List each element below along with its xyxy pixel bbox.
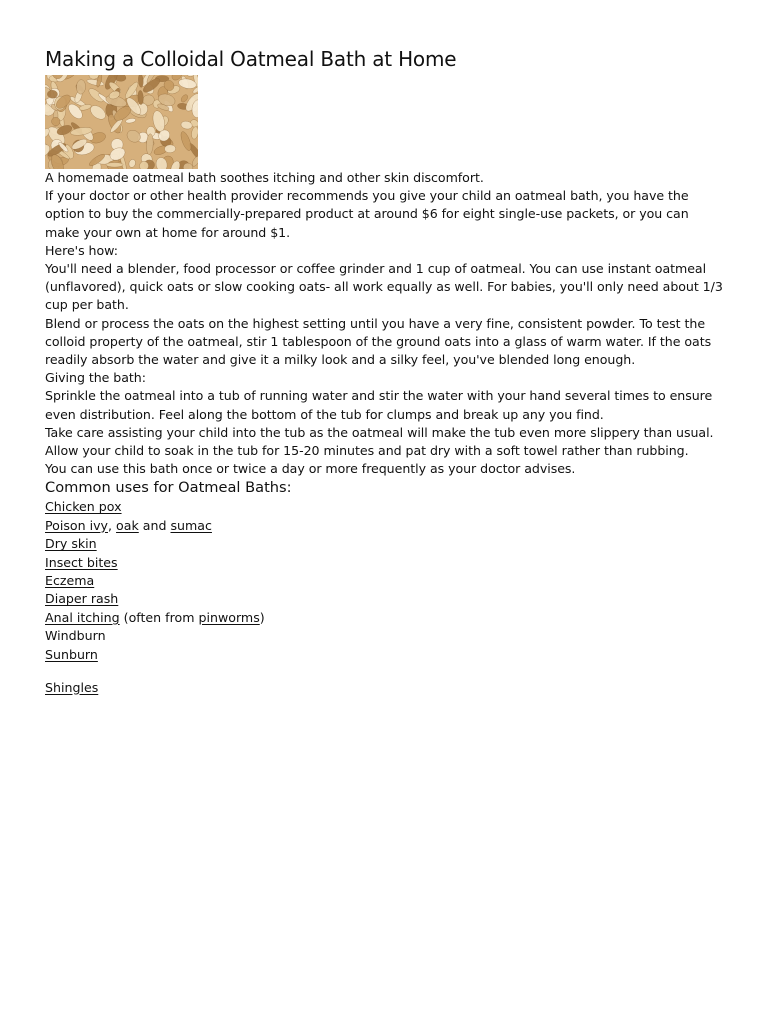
close-paren: ) [259, 609, 265, 625]
list-item-eczema [45, 572, 725, 590]
paragraph-sprinkle: Sprinkle the oatmeal into a tub of running water and stir the water with your hand several times to ensure even distribution. Feel along the bottom of the tub for clumps and break up any you find. [45, 388, 713, 422]
paragraph-care: Take care assisting your child into the tub as the oatmeal will make the tub even more slippery than usual. [45, 424, 714, 440]
link-sunburn[interactable]: Sunburn [45, 646, 98, 662]
heading-heres-how: Here's how: [45, 242, 118, 258]
list-item-diaper-rash [45, 590, 725, 608]
uses-heading: Common uses for Oatmeal Baths: [45, 479, 292, 497]
uses-list [45, 498, 725, 697]
comma-separator: , [108, 517, 113, 533]
link-oak[interactable]: oak [116, 517, 139, 533]
oat-flake [106, 163, 123, 168]
oat-flake [47, 90, 57, 98]
link-insect-bites[interactable]: Insect bites [45, 554, 118, 570]
link-shingles[interactable]: Shingles [45, 679, 99, 695]
link-diaper-rash[interactable]: Diaper rash [45, 591, 119, 607]
oatmeal-flakes-image [45, 75, 198, 169]
article-body [45, 169, 725, 478]
link-anal-itching[interactable]: Anal itching [45, 609, 120, 625]
link-poison-ivy[interactable]: Poison ivy [45, 517, 109, 533]
paragraph-soak: Allow your child to soak in the tub for 15-20 minutes and pat dry with a soft towel rather than rubbing. [45, 443, 689, 459]
list-item-chicken-pox [45, 498, 725, 516]
often-from-text: (often from [123, 609, 195, 625]
list-item-poison-ivy [45, 517, 725, 535]
paragraph-option: If your doctor or other health provider recommends you give your child an oatmeal bath, you have the option to buy the commercially-prepared product at around $6 for eight single-use packets, or you can make your own at home for around $1. [45, 188, 689, 240]
list-item-sunburn [45, 646, 725, 664]
link-pinworms[interactable]: pinworms [198, 609, 260, 625]
list-item-anal-itching [45, 609, 725, 627]
list-item-dry-skin [45, 535, 725, 553]
link-dry-skin[interactable]: Dry skin [45, 536, 97, 552]
paragraph-blend: Blend or process the oats on the highest setting until you have a very fine, consistent powder. To test the colloid property of the oatmeal, stir 1 tablespoon of the ground oats into a glass of warm water. If the oats readily absorb the water and give it a milky look and a silky feel, you've blended long enough. [45, 315, 712, 368]
link-eczema[interactable]: Eczema [45, 573, 95, 589]
link-chicken-pox[interactable]: Chicken pox [45, 499, 122, 515]
link-sumac[interactable]: sumac [170, 517, 212, 533]
paragraph-equipment: You'll need a blender, food processor or coffee grinder and 1 cup of oatmeal. You can use instant oatmeal (unflavored), quick oats or slow cooking oats- all work equally as well. For babies, you'll only need about 1/3 cup per bath. [45, 261, 723, 313]
paragraph-frequency: You can use this bath once or twice a day or more frequently as your doctor advises. [45, 461, 576, 477]
oatmeal-photo [45, 75, 198, 169]
list-item-windburn [45, 627, 725, 645]
article-title: Making a Colloidal Oatmeal Bath at Home [45, 47, 457, 71]
document-page [45, 44, 725, 697]
windburn-text: Windburn [45, 628, 106, 644]
list-item-insect-bites [45, 554, 725, 572]
paragraph-intro: A homemade oatmeal bath soothes itching and other skin discomfort. [45, 170, 484, 185]
heading-giving-bath: Giving the bath: [45, 370, 146, 386]
and-word: and [142, 517, 167, 533]
list-item-shingles [45, 679, 725, 697]
